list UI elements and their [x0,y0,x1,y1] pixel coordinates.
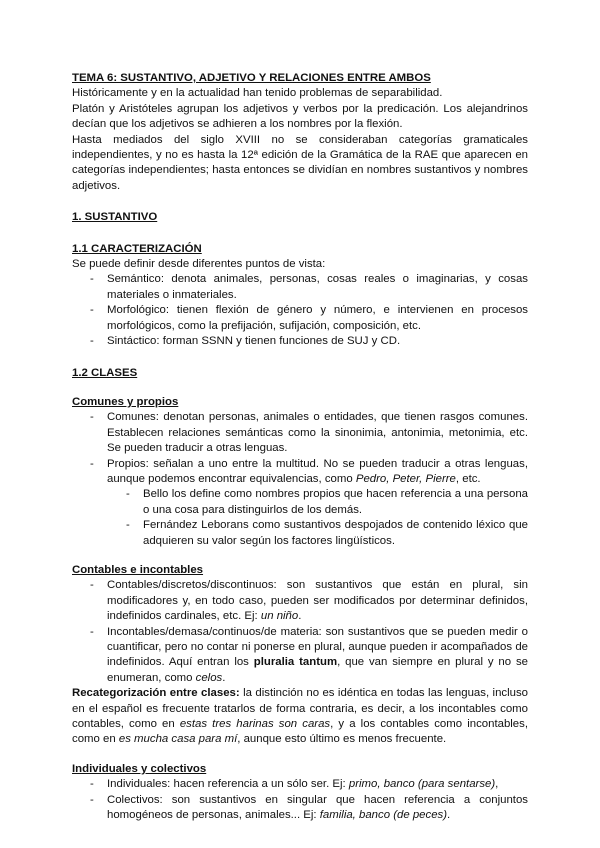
example-text: estas tres harinas son caras [179,718,331,731]
list-item-colectivos: - Colectivos: son sustantivos en singular que hacen referencia a conjuntos homogéneos de personas, animales... Ej: familia, banco (de peces). [72,793,528,824]
subheading-individuales-colectivos: Individuales y colectivos [72,762,207,775]
example-text: un niño [260,610,299,623]
individuales-list [72,777,528,823]
intro-paragraph-1: Históricamente y en la actualidad han tenido problemas de separabilidad. [72,87,443,100]
subheading-contables-incontables: Contables e incontables [72,563,204,576]
comunes-propios-list [72,410,528,549]
list-item-individuales: - Individuales: hacen referencia a un sólo ser. Ej: primo, banco (para sentarse), [72,777,528,792]
list-item-propios: - Propios: señalan a uno entre la multitud. No se pueden traducir a otras lenguas, aunque podemos encontrar equivalencias, como Pedro, Peter, Pierre, etc. [72,457,528,488]
subheading-comunes-propios: Comunes y propios [72,395,179,408]
example-text: es mucha casa para mí [118,733,238,746]
document-title: TEMA 6: SUSTANTIVO, ADJETIVO Y RELACIONES ENTRE AMBOS [72,72,431,84]
example-text: celos [195,671,223,684]
example-text: primo, banco (para sentarse) [348,778,496,791]
intro-paragraph-3: Hasta mediados del siglo XVIII no se consideraban categorías gramaticales independientes, y no es hasta la 12ª edición de la Gramática de la RAE que aparecen en categorías independientes; hasta entonces se dividían en nombres sustantivos y nombres adjetivos. [72,133,528,192]
recategorizacion-paragraph: Recategorización entre clases: la distinción no es idéntica en todas las lenguas, incluso en el español es frecuente tratarlos de forma contraria, es decir, a los incontables como contables, como en estas tres harinas son caras, y a los contables como incontables, como en es mucha casa para mí, aunque esto último es menos frecuente. [72,687,528,746]
list-item-incontables: - Incontables/demasa/continuos/de materia: son sustantivos que se pueden medir o cuantificar, pero no contar ni ponerse en plural, aunque pueden ir acompañados de indefinidos. Aquí entran los pluralia tantum, que van siempre en plural y no se enumeran, como celos. [72,625,528,687]
document-body [72,71,528,823]
caracterizacion-list [72,272,528,349]
example-text: familia, banco (de peces) [319,809,448,822]
bold-term: pluralia tantum [253,656,338,669]
section-heading-sustantivo: 1. SUSTANTIVO [72,211,158,224]
list-item-fernandez-leborans: - Fernández Leborans como sustantivos despojados de contenido léxico que adquieren su valor según los factores lingüísticos. [72,518,528,549]
list-item-sintactico: - Sintáctico: forman SSNN y tienen funciones de SUJ y CD. [72,334,528,349]
section-heading-clases: 1.2 CLASES [72,366,138,379]
example-text: Pedro, Peter, Pierre [355,472,456,485]
list-item-comunes: - Comunes: denotan personas, animales o entidades, que tienen rasgos comunes. Establecen relaciones semánticas como la sinonimia, antonimia, metonimia, etc. Se pueden traducir a otras lenguas. [72,410,528,456]
list-item-semantico: - Semántico: denota animales, personas, cosas reales o imaginarias, y cosas materiales o inmateriales. [72,272,528,303]
intro-paragraph-2: Platón y Aristóteles agrupan los adjetivos y verbos por la predicación. Los alejandrinos decían que los adjetivos se adhieren a los nombres por la flexión. [72,102,528,131]
list-item-bello: - Bello los define como nombres propios que hacen referencia a una persona o una cosa para distinguirlos de los demás. [72,487,528,518]
list-item-contables: - Contables/discretos/discontinuos: son sustantivos que están en plural, sin modificadores y, en todo caso, pueden ser modificados por determinar definidos, indefinidos cardinales, etc. Ej: un niño. [72,578,528,624]
bold-label: Recategorización entre clases: [72,687,240,700]
section-heading-caracterizacion: 1.1 CARACTERIZACIÓN [72,242,202,255]
caracterizacion-lead: Se puede definir desde diferentes puntos de vista: [72,258,326,271]
list-item-morfologico: - Morfológico: tienen flexión de género y número, e intervienen en procesos morfológicos, como la prefijación, sufijación, composición, etc. [72,303,528,334]
contables-list [72,578,528,686]
